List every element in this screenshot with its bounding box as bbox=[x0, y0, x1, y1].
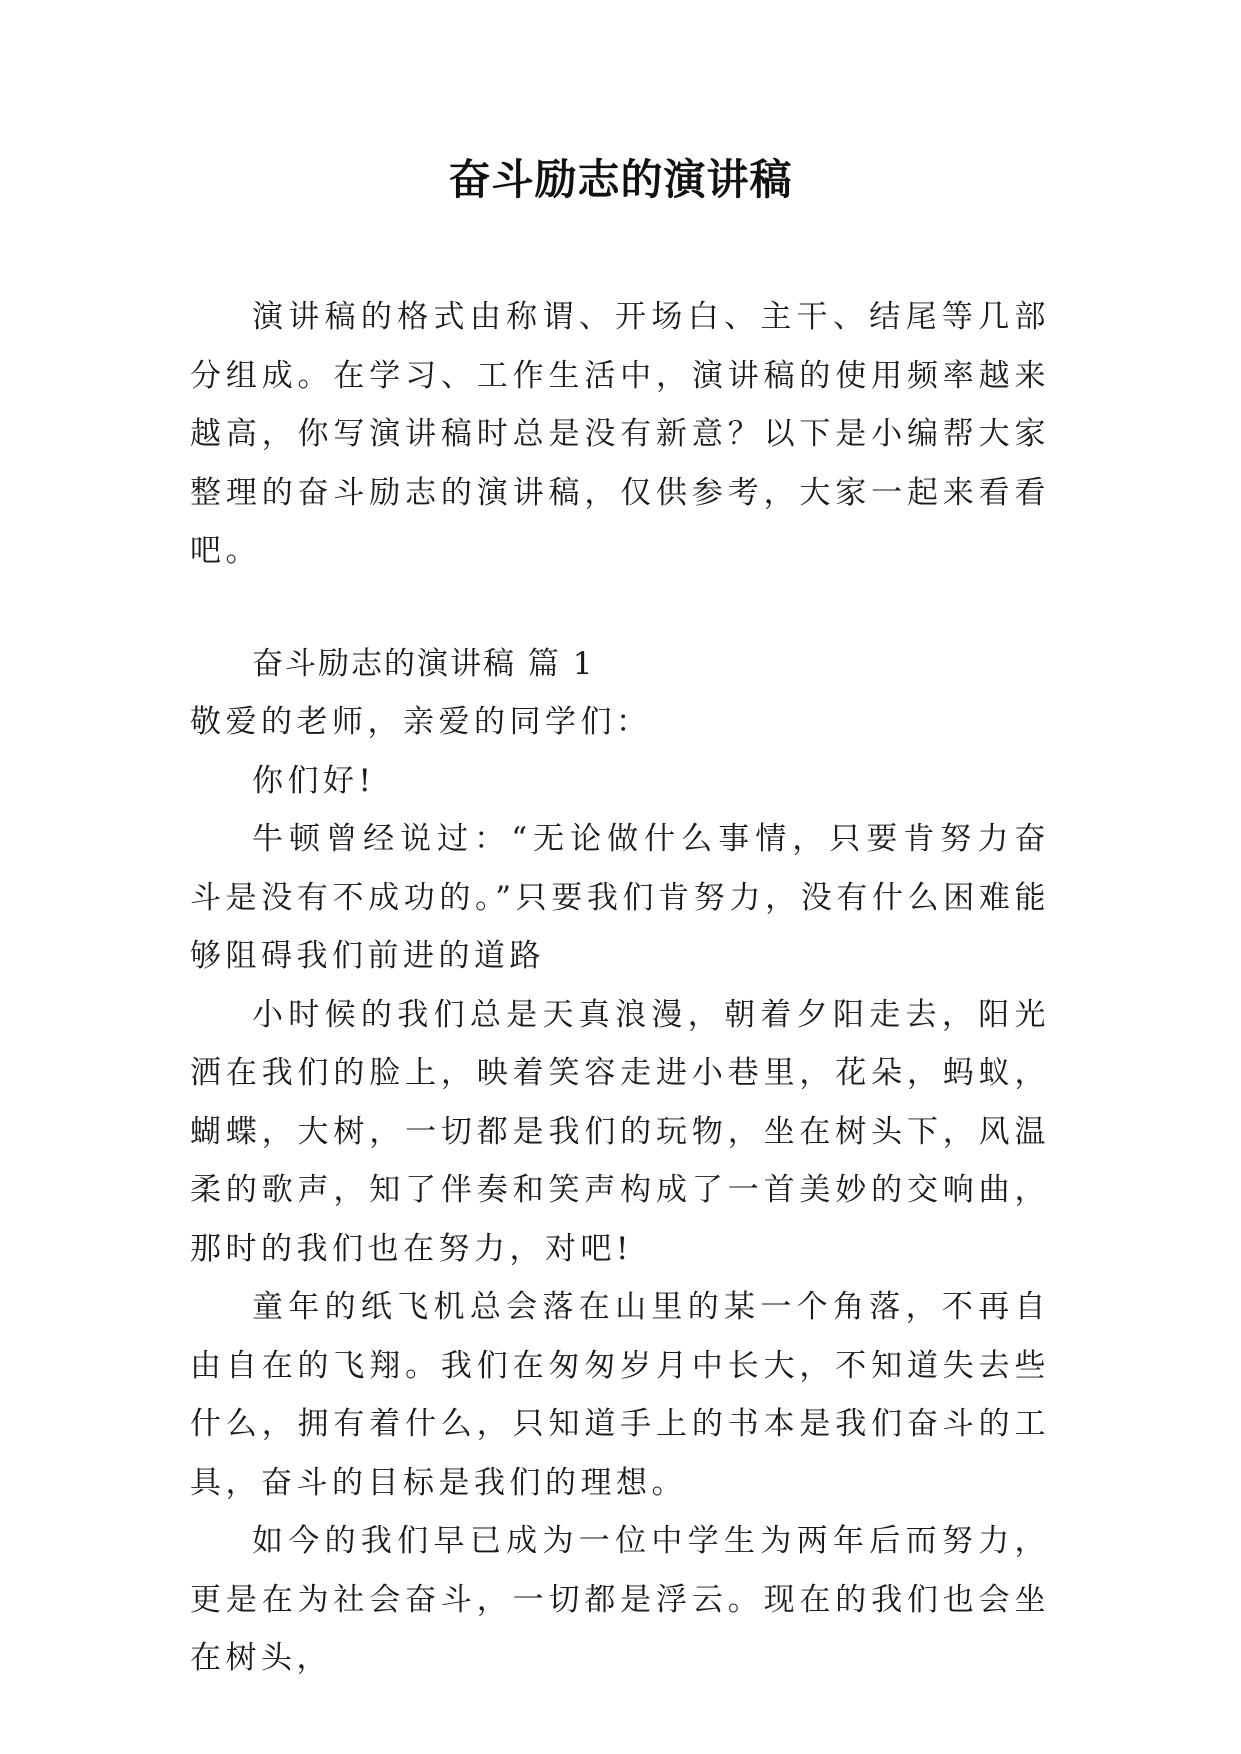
greeting: 你们好! bbox=[252, 762, 376, 799]
section-heading: 奋斗励志的演讲稿 篇 1 bbox=[252, 645, 595, 682]
body-paragraph: 如今的我们早已成为一位中学生为两年后而努力，更是在为社会奋斗，一切都是浮云。现在的我们也会坐在树头， bbox=[190, 1523, 1050, 1676]
body-paragraph: 童年的纸飞机总会落在山里的某一个角落，不再自由自在的飞翔。我们在匆匆岁月中长大，不知道失去些什么，拥有着什么，只知道手上的书本是我们奋斗的工具，奋斗的目标是我们的理想。 bbox=[190, 1289, 1050, 1501]
body-paragraph: 小时候的我们总是天真浪漫，朝着夕阳走去，阳光洒在我们的脸上，映着笑容走进小巷里，花朵，蚂蚁，蝴蝶，大树，一切都是我们的玩物，坐在树头下，风温柔的歌声，知了伴奏和笑声构成了一首美妙的交响曲，那时的我们也在努力，对吧! bbox=[190, 996, 1050, 1267]
intro-paragraph: 演讲稿的格式由称谓、开场白、主干、结尾等几部分组成。在学习、工作生活中，演讲稿的使用频率越来越高，你写演讲稿时总是没有新意？以下是小编帮大家整理的奋斗励志的演讲稿，仅供参考，大家一起来看看吧。 bbox=[190, 299, 1050, 569]
document-body bbox=[190, 288, 1050, 1688]
body-paragraph: 牛顿曾经说过：“无论做什么事情，只要肯努力奋斗是没有不成功的。”只要我们肯努力，没有什么困难能够阻碍我们前进的道路 bbox=[190, 821, 1050, 974]
salutation: 敬爱的老师，亲爱的同学们： bbox=[190, 704, 652, 740]
document-title: 奋斗励志的演讲稿 bbox=[448, 155, 793, 204]
